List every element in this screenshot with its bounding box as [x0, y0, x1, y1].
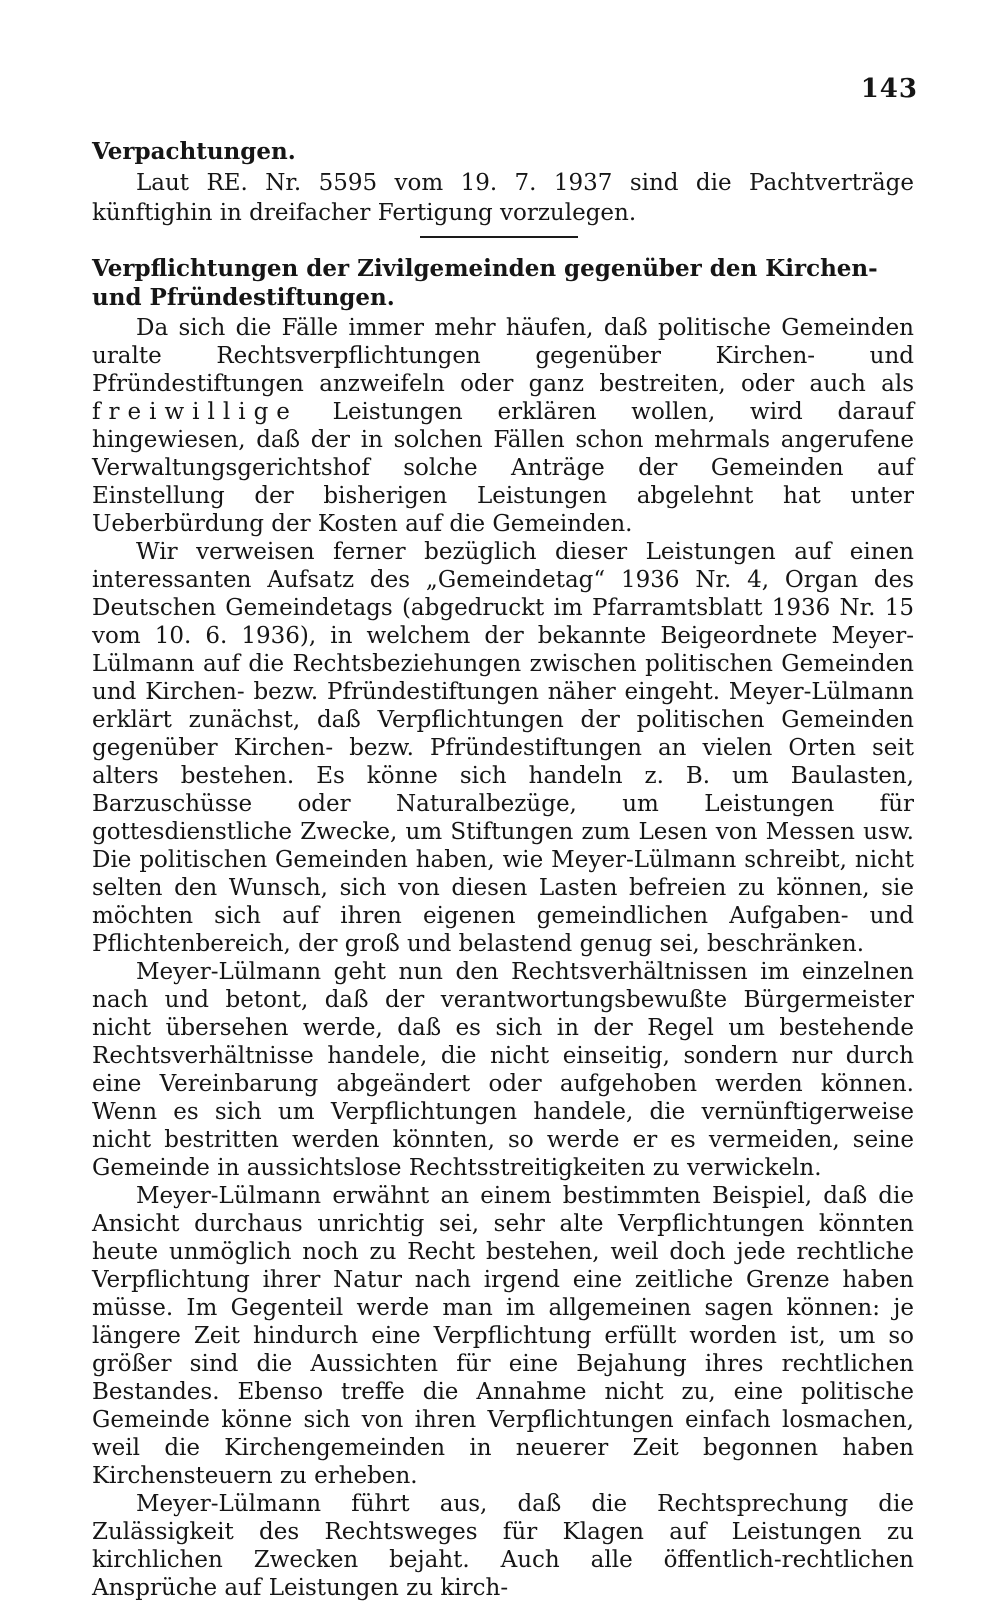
paragraph [92, 314, 914, 538]
text-run: Leistungen erklären wollen, wird darauf hingewiesen, daß der in solchen Fällen schon mehrmals angerufene Verwaltungsgerichtshof solche Anträge der Gemeinden auf Einstellung der bisherigen Leistungen abgelehnt hat unter Ueberbürdung der Kosten auf die Gemeinden. [92, 399, 914, 537]
paragraph: Wir verweisen ferner bezüglich dieser Leistungen auf einen interessanten Aufsatz des „Gemeindetag“ 1936 Nr. 4, Organ des Deutschen Gemeindetags (abgedruckt im Pfarramtsblatt 1936 Nr. 15 vom 10. 6. 1936), in welchem der bekannte Beigeordnete Meyer-Lülmann auf die Rechtsbeziehungen zwischen politischen Gemeinden und Kirchen- bezw. Pfründestiftungen näher eingeht. Meyer-Lülmann erklärt zunächst, daß Verpflichtungen der politischen Gemeinden gegenüber Kirchen- bezw. Pfründestiftungen an vielen Orten seit alters bestehen. Es könne sich handeln z. B. um Baulasten, Barzuschüsse oder Naturalbezüge, um Leistungen für gottesdienstliche Zwecke, um Stiftungen zum Lesen von Messen usw. Die politischen Gemeinden haben, wie Meyer-Lülmann schreibt, nicht selten den Wunsch, sich von diesen Lasten befreien zu können, sie möchten sich auf ihren eigenen gemeindlichen Aufgaben- und Pflichtenbereich, der groß und belastend genug sei, beschränken. [92, 539, 914, 957]
page-number: 143 [860, 74, 918, 104]
emphasized-text: freiwillige [92, 399, 298, 425]
section-obligations [92, 254, 914, 1602]
text-run: Da sich die Fälle immer mehr häufen, daß politische Gemeinden uralte Rechtsverpflichtungen gegenüber Kirchen- und Pfründestiftungen anzweifeln oder ganz bestreiten, oder auch als [92, 315, 914, 397]
paragraph: Meyer-Lülmann führt aus, daß die Rechtsprechung die Zulässigkeit des Rechtsweges für Klagen auf Leistungen zu kirchlichen Zwecken bejaht. Auch alle öffentlich-rechtlichen Ansprüche auf Leistungen zu kirch- [92, 1491, 914, 1601]
paragraph: Meyer-Lülmann erwähnt an einem bestimmten Beispiel, daß die Ansicht durchaus unrichtig sei, sehr alte Verpflichtungen könnten heute unmöglich noch zu Recht bestehen, weil doch jede rechtliche Verpflichtung ihrer Natur nach irgend eine zeitliche Grenze haben müsse. Im Gegenteil werde man im allgemeinen sagen können: je längere Zeit hindurch eine Verpflichtung erfüllt worden ist, um so größer sind die Aussichten für eine Bejahung ihres rechtlichen Bestandes. Ebenso treffe die Annahme nicht zu, eine politische Gemeinde könne sich von ihren Verpflichtungen einfach losmachen, weil die Kirchengemeinden in neuerer Zeit begonnen haben Kirchensteuern zu erheben. [92, 1183, 914, 1489]
section-divider [420, 236, 578, 238]
section-heading: Verpflichtungen der Zivilgemeinden gegenüber den Kirchen- und Pfründestiftungen. [92, 255, 878, 311]
section-leases [92, 136, 914, 228]
paragraph: Laut RE. Nr. 5595 vom 19. 7. 1937 sind die Pachtverträge künftighin in dreifacher Fertigung vorzulegen. [92, 170, 914, 226]
paragraph: Meyer-Lülmann geht nun den Rechtsverhältnissen im einzelnen nach und betont, daß der verantwortungsbewußte Bürgermeister nicht übersehen werde, daß es sich in der Regel um bestehende Rechtsverhältnisse handele, die nicht einseitig, sondern nur durch eine Vereinbarung abgeändert oder aufgehoben werden können. Wenn es sich um Verpflichtungen handele, die vernünftigerweise nicht bestritten werden könnten, so werde er es vermeiden, seine Gemeinde in aussichtslose Rechtsstreitigkeiten zu verwickeln. [92, 959, 914, 1181]
section-heading: Verpachtungen. [92, 138, 296, 165]
